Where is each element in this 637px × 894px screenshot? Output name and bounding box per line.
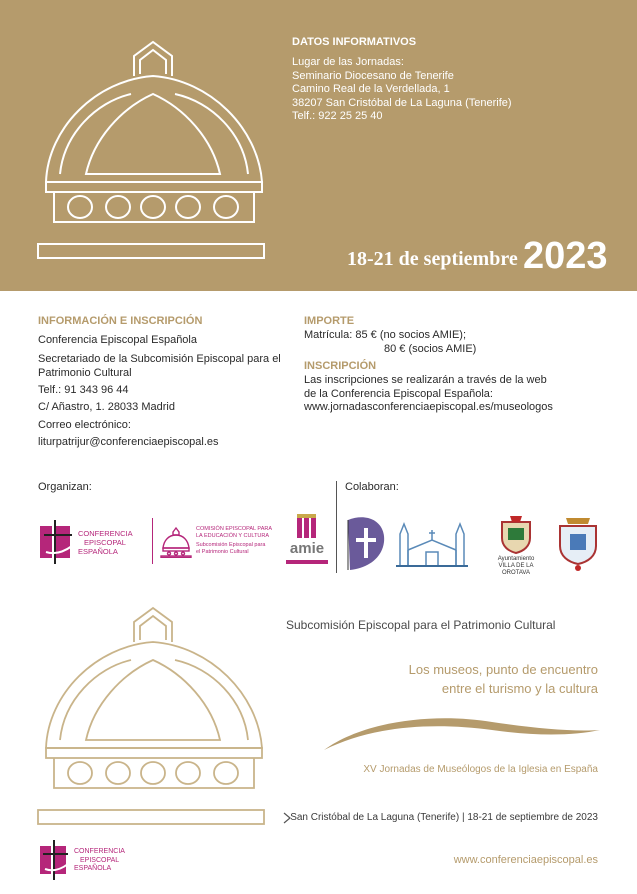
inscripcion-link[interactable]: www.jornadasconferenciaepiscopal.es/museologos (304, 401, 553, 413)
lugar-fecha: San Cristóbal de La Laguna (Tenerife) | 18-21 de septiembre de 2023 (290, 812, 598, 823)
comision-logo (160, 524, 280, 564)
cee-logo-line: ESPAÑOLA (74, 865, 112, 872)
ayuntamiento-line: Ayuntamiento (497, 556, 535, 562)
info-email[interactable]: liturpatrijur@conferenciaepiscopal.es (38, 436, 219, 448)
cee-logo-line: ESPAÑOLA (78, 547, 118, 556)
subcomision-title: Subcomisión Episcopal para el Patrimonio Cultural (286, 618, 556, 632)
cee-logo (38, 520, 148, 564)
colaboran-label: Colaboran: (345, 481, 399, 493)
cee-logo-text (74, 848, 125, 874)
cee-logo-line: CONFERENCIA (74, 848, 125, 855)
laguna-shield-icon (556, 514, 600, 572)
info-line: Correo electrónico: (38, 418, 131, 431)
lugar-line: Telf.: 922 25 25 40 (292, 110, 383, 122)
inscripcion-block (304, 374, 553, 415)
importe-line: Matrícula: 85 € (no socios AMIE); (304, 329, 467, 341)
dome-icon (36, 38, 268, 262)
sponsors-divider (336, 481, 337, 573)
info-line: Secretariado de la Subcomisión Episcopal para el Patrimonio Cultural (38, 352, 281, 379)
amie-underline (286, 560, 328, 564)
info-block (38, 332, 288, 452)
event-dates: 18-21 de septiembre (347, 248, 518, 270)
ayuntamiento-logo (486, 514, 546, 576)
cee-logo-line: EPISCOPAL (84, 538, 126, 547)
jornadas-title: XV Jornadas de Museólogos de la Iglesia en España (363, 764, 598, 775)
amie-logo-text: amie (289, 540, 325, 557)
cee-logo-line: CONFERENCIA (78, 529, 133, 538)
inscripcion-title: INSCRIPCIÓN (304, 360, 377, 372)
comision-logo-text (196, 526, 272, 556)
footer-cee-logo (38, 840, 148, 880)
importe-block (304, 329, 476, 356)
organizan-label: Organizan: (38, 481, 92, 493)
swoosh-decoration (322, 712, 602, 754)
lema-line: entre el turismo y la cultura (441, 681, 598, 696)
importe-title: IMPORTE (304, 315, 355, 327)
event-year: 2023 (523, 235, 608, 277)
ayuntamiento-text (486, 556, 546, 577)
comision-logo-line: LA EDUCACIÓN Y CULTURA (196, 533, 270, 539)
lugar-line: Seminario Diocesano de Tenerife (292, 69, 454, 82)
info-line: Conferencia Episcopal Española (38, 334, 197, 346)
lugar-label: Lugar de las Jornadas: (292, 56, 404, 68)
lugar-info (292, 56, 512, 124)
importe-line: 80 € (socios AMIE) (384, 342, 477, 355)
lema-line: Los museos, punto de encuentro (408, 662, 598, 677)
ayuntamiento-line: VILLA DE LA OROTAVA (498, 563, 534, 576)
datos-title: DATOS INFORMATIVOS (292, 36, 417, 48)
inscripcion-line: de la Conferencia Episcopal Española: (304, 387, 493, 400)
lugar-line: 38207 San Cristóbal de La Laguna (Tenerife) (292, 96, 512, 109)
inscripcion-line: Las inscripciones se realizarán a través de la web (304, 374, 547, 386)
info-line: Telf.: 91 343 96 44 (38, 383, 129, 396)
comision-logo-line: COMISIÓN EPISCOPAL PARA (196, 526, 272, 532)
cee-logo-text (78, 529, 133, 556)
cee-cross-icon (38, 840, 74, 880)
cathedral-logo-icon (394, 516, 470, 568)
dome-outline-icon (36, 604, 268, 828)
info-line: C/ Añastro, 1. 28033 Madrid (38, 401, 175, 413)
comision-logo-line: Subcomisión Episcopal para (196, 542, 266, 548)
logo-separator (152, 518, 153, 564)
website-link[interactable]: www.conferenciaepiscopal.es (453, 854, 598, 866)
orotava-shield-icon (496, 514, 536, 554)
cee-cross-icon (38, 520, 78, 564)
info-title: INFORMACIÓN E INSCRIPCIÓN (38, 315, 203, 327)
amie-logo (284, 514, 330, 568)
comision-logo-line: el Patrimonio Cultural (196, 549, 249, 555)
amie-mark-icon (295, 514, 319, 540)
diocese-logo-icon (344, 512, 388, 572)
cee-logo-line: EPISCOPAL (80, 856, 120, 864)
lugar-line: Camino Real de la Verdellada, 1 (292, 83, 450, 95)
dome-mini-icon (160, 526, 192, 558)
